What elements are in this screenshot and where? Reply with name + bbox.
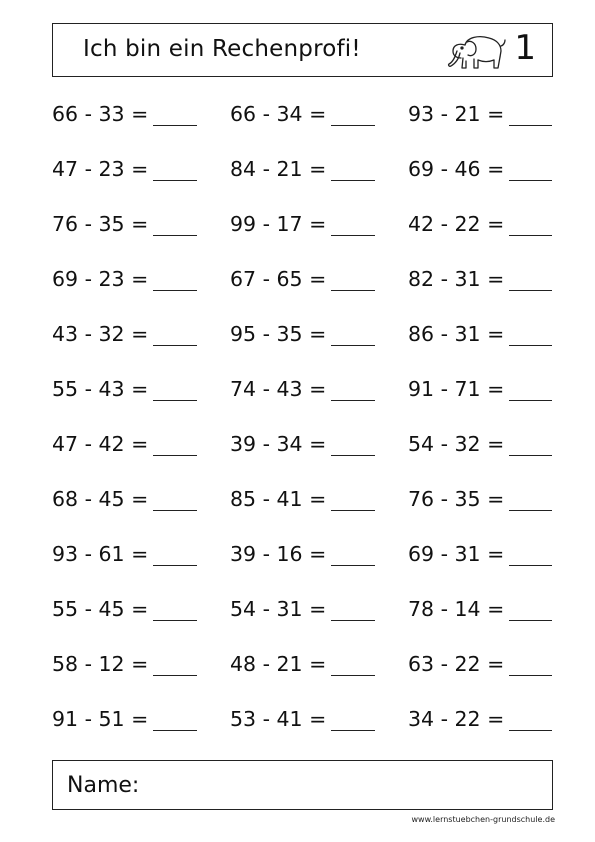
answer-blank[interactable] bbox=[509, 260, 552, 291]
problem-row bbox=[52, 590, 552, 645]
problem-item bbox=[408, 150, 552, 205]
answer-blank[interactable] bbox=[509, 425, 552, 456]
problem-item bbox=[408, 315, 552, 370]
problem-expression: 67 - 65 = bbox=[230, 267, 327, 291]
answer-blank[interactable] bbox=[153, 205, 197, 236]
header-box bbox=[52, 23, 553, 77]
problem-item bbox=[408, 370, 552, 425]
answer-blank[interactable] bbox=[153, 425, 197, 456]
problem-expression: 48 - 21 = bbox=[230, 652, 327, 676]
answer-blank[interactable] bbox=[331, 370, 375, 401]
problem-expression: 78 - 14 = bbox=[408, 597, 505, 621]
problem-row bbox=[52, 150, 552, 205]
problem-item bbox=[52, 645, 230, 700]
problem-row bbox=[52, 535, 552, 590]
problem-item bbox=[52, 315, 230, 370]
answer-blank[interactable] bbox=[153, 370, 197, 401]
answer-blank[interactable] bbox=[509, 480, 552, 511]
problem-row bbox=[52, 425, 552, 480]
answer-blank[interactable] bbox=[331, 700, 375, 731]
problem-item bbox=[52, 535, 230, 590]
problem-expression: 63 - 22 = bbox=[408, 652, 505, 676]
name-box bbox=[52, 760, 553, 810]
problem-item bbox=[408, 260, 552, 315]
problem-expression: 39 - 16 = bbox=[230, 542, 327, 566]
problem-expression: 55 - 45 = bbox=[52, 597, 149, 621]
answer-blank[interactable] bbox=[509, 315, 552, 346]
problem-item bbox=[230, 535, 408, 590]
problem-expression: 76 - 35 = bbox=[408, 487, 505, 511]
problem-expression: 69 - 46 = bbox=[408, 157, 505, 181]
answer-blank[interactable] bbox=[331, 260, 375, 291]
problem-item bbox=[408, 590, 552, 645]
problem-expression: 91 - 51 = bbox=[52, 707, 149, 731]
problem-row bbox=[52, 700, 552, 755]
problem-item bbox=[230, 645, 408, 700]
name-label: Name: bbox=[67, 773, 140, 798]
answer-blank[interactable] bbox=[509, 590, 552, 621]
answer-blank[interactable] bbox=[331, 150, 375, 181]
answer-blank[interactable] bbox=[509, 150, 552, 181]
problem-item bbox=[230, 150, 408, 205]
problem-expression: 69 - 31 = bbox=[408, 542, 505, 566]
answer-blank[interactable] bbox=[153, 535, 197, 566]
problem-expression: 47 - 42 = bbox=[52, 432, 149, 456]
problem-row bbox=[52, 370, 552, 425]
answer-blank[interactable] bbox=[153, 315, 197, 346]
answer-blank[interactable] bbox=[153, 150, 197, 181]
problem-item bbox=[230, 95, 408, 150]
problem-expression: 84 - 21 = bbox=[230, 157, 327, 181]
page-title: Ich bin ein Rechenprofi! bbox=[83, 36, 361, 62]
problem-item bbox=[230, 315, 408, 370]
answer-blank[interactable] bbox=[331, 480, 375, 511]
problem-expression: 85 - 41 = bbox=[230, 487, 327, 511]
problem-expression: 58 - 12 = bbox=[52, 652, 149, 676]
answer-blank[interactable] bbox=[331, 590, 375, 621]
answer-blank[interactable] bbox=[509, 535, 552, 566]
problem-row bbox=[52, 205, 552, 260]
problem-item bbox=[52, 425, 230, 480]
answer-blank[interactable] bbox=[153, 645, 197, 676]
problem-item bbox=[408, 535, 552, 590]
problem-expression: 93 - 21 = bbox=[408, 102, 505, 126]
answer-blank[interactable] bbox=[331, 205, 375, 236]
answer-blank[interactable] bbox=[331, 95, 375, 126]
answer-blank[interactable] bbox=[153, 260, 197, 291]
problem-expression: 43 - 32 = bbox=[52, 322, 149, 346]
answer-blank[interactable] bbox=[509, 205, 552, 236]
problem-expression: 74 - 43 = bbox=[230, 377, 327, 401]
problem-expression: 99 - 17 = bbox=[230, 212, 327, 236]
problem-item bbox=[52, 370, 230, 425]
problem-expression: 93 - 61 = bbox=[52, 542, 149, 566]
answer-blank[interactable] bbox=[153, 95, 197, 126]
answer-blank[interactable] bbox=[331, 645, 375, 676]
problem-item bbox=[230, 700, 408, 755]
problem-expression: 86 - 31 = bbox=[408, 322, 505, 346]
answer-blank[interactable] bbox=[509, 700, 552, 731]
answer-blank[interactable] bbox=[153, 700, 197, 731]
answer-blank[interactable] bbox=[331, 425, 375, 456]
problem-item bbox=[52, 95, 230, 150]
problem-item bbox=[408, 205, 552, 260]
problem-item bbox=[230, 370, 408, 425]
answer-blank[interactable] bbox=[509, 645, 552, 676]
problem-item bbox=[408, 480, 552, 535]
problem-row bbox=[52, 645, 552, 700]
answer-blank[interactable] bbox=[153, 480, 197, 511]
problem-expression: 76 - 35 = bbox=[52, 212, 149, 236]
answer-blank[interactable] bbox=[153, 590, 197, 621]
problem-row bbox=[52, 260, 552, 315]
problem-item bbox=[230, 425, 408, 480]
problem-expression: 95 - 35 = bbox=[230, 322, 327, 346]
problem-expression: 55 - 43 = bbox=[52, 377, 149, 401]
problem-expression: 68 - 45 = bbox=[52, 487, 149, 511]
footer-url: www.lernstuebchen-grundschule.de bbox=[411, 815, 555, 824]
answer-blank[interactable] bbox=[509, 370, 552, 401]
problem-expression: 53 - 41 = bbox=[230, 707, 327, 731]
problem-expression: 39 - 34 = bbox=[230, 432, 327, 456]
problem-item bbox=[230, 480, 408, 535]
problem-item bbox=[230, 590, 408, 645]
problem-expression: 69 - 23 = bbox=[52, 267, 149, 291]
problem-item bbox=[230, 260, 408, 315]
elephant-icon bbox=[445, 31, 507, 71]
problem-expression: 66 - 33 = bbox=[52, 102, 149, 126]
problem-row bbox=[52, 95, 552, 150]
problem-expression: 66 - 34 = bbox=[230, 102, 327, 126]
problem-item bbox=[230, 205, 408, 260]
problem-item bbox=[52, 590, 230, 645]
problem-item bbox=[52, 700, 230, 755]
problem-expression: 47 - 23 = bbox=[52, 157, 149, 181]
problem-expression: 82 - 31 = bbox=[408, 267, 505, 291]
problem-item bbox=[408, 95, 552, 150]
problem-expression: 42 - 22 = bbox=[408, 212, 505, 236]
problem-row bbox=[52, 315, 552, 370]
problem-row bbox=[52, 480, 552, 535]
answer-blank[interactable] bbox=[509, 95, 552, 126]
problem-item bbox=[52, 260, 230, 315]
problem-grid bbox=[52, 95, 552, 755]
problem-item bbox=[408, 425, 552, 480]
problem-item bbox=[52, 480, 230, 535]
sheet-number: 1 bbox=[514, 28, 536, 68]
answer-blank[interactable] bbox=[331, 315, 375, 346]
problem-item bbox=[408, 700, 552, 755]
problem-expression: 54 - 31 = bbox=[230, 597, 327, 621]
answer-blank[interactable] bbox=[331, 535, 375, 566]
problem-expression: 54 - 32 = bbox=[408, 432, 505, 456]
problem-expression: 34 - 22 = bbox=[408, 707, 505, 731]
problem-item bbox=[52, 205, 230, 260]
problem-item bbox=[52, 150, 230, 205]
problem-expression: 91 - 71 = bbox=[408, 377, 505, 401]
problem-item bbox=[408, 645, 552, 700]
